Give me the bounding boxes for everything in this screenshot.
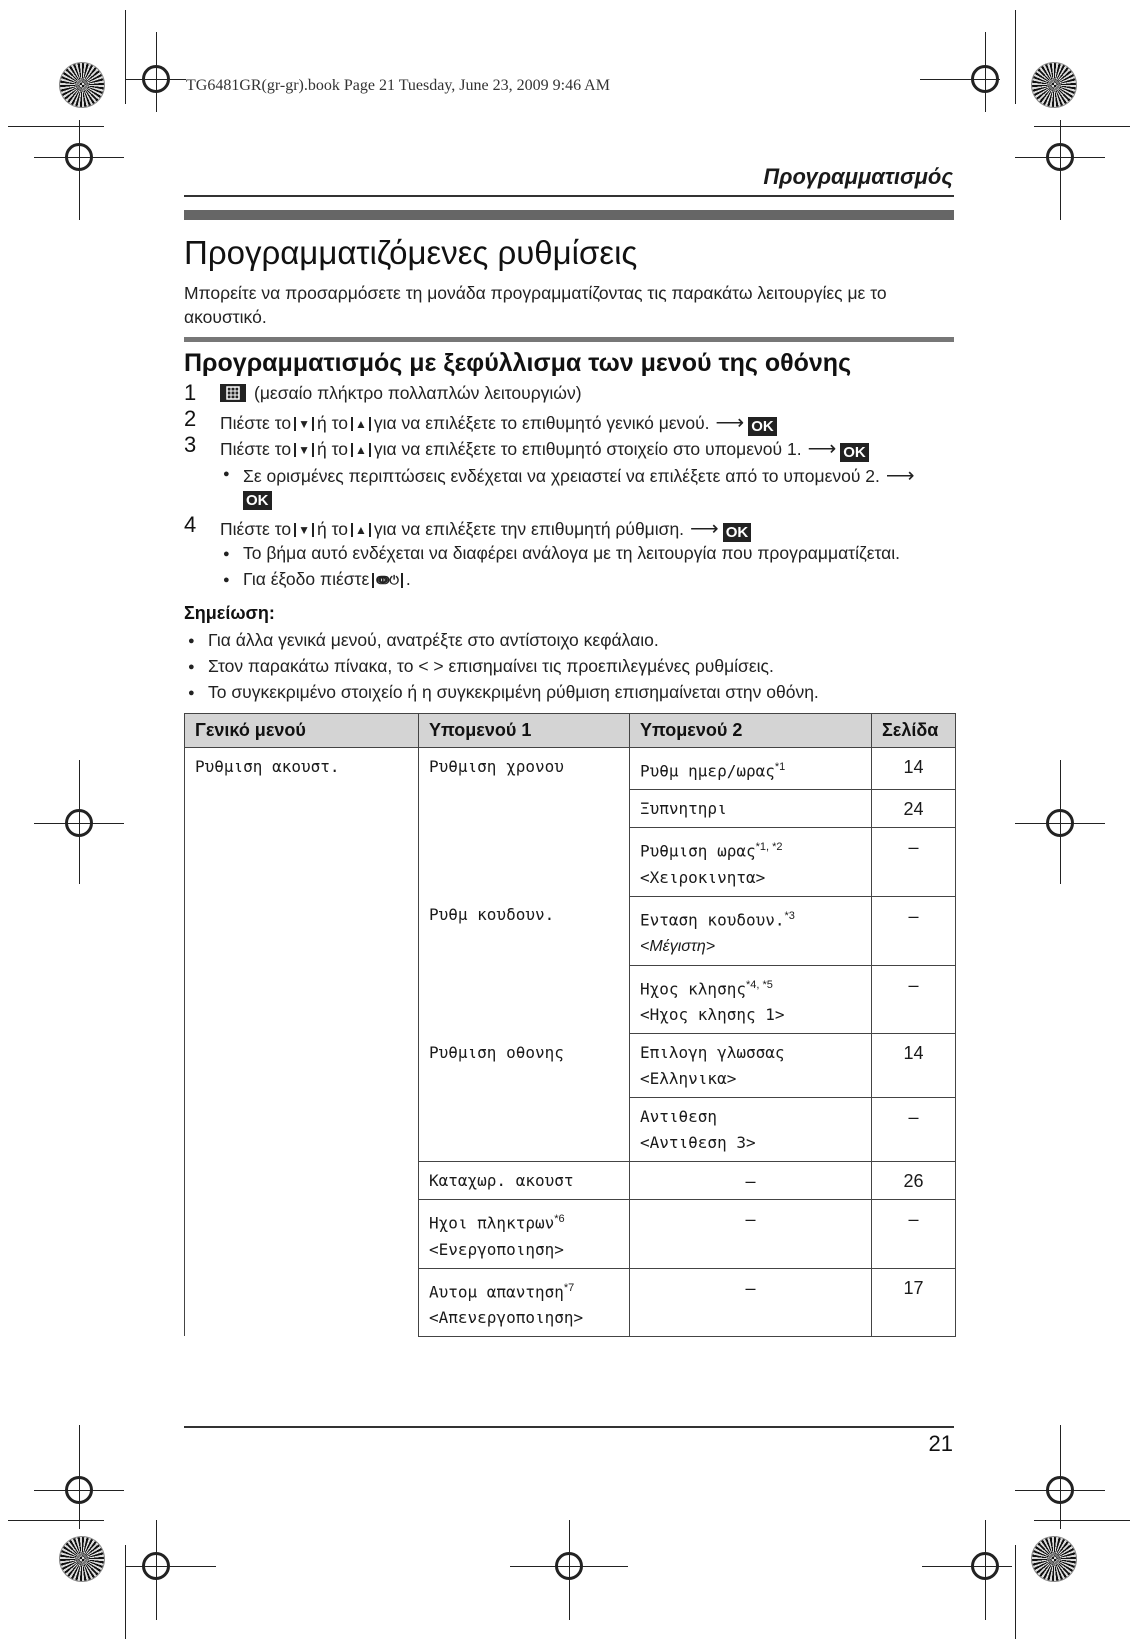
note-item: ● Στον παρακάτω πίνακα, το < > επισημαίνει τις προεπιλεγμένες ρυθμίσεις. (208, 656, 774, 677)
page-number: 21 (928, 1431, 953, 1456)
page-cell: 14 (872, 1034, 956, 1098)
page-cell: – (872, 965, 956, 1033)
print-header-stamp: TG6481GR(gr-gr).book Page 21 Tuesday, June 23, 2009 9:46 AM (186, 77, 610, 94)
header-divider (184, 195, 954, 197)
submenu1-cell: Ρυθμιση χρονου (419, 748, 630, 897)
table-header: Γενικό μενού (185, 714, 419, 748)
step-text: Πιέστε το ▼ ή το ▲ για να επιλέξετε το επιθυμητό γενικό μενού. ⟶ OK (220, 410, 777, 436)
submenu2-cell: Επιλογη γλωσσας <Ελληνικα> (630, 1034, 872, 1098)
ok-key-icon: OK (723, 523, 752, 542)
page-cell: – (872, 1098, 956, 1162)
submenu1-cell: Καταχωρ. ακουστ (419, 1162, 630, 1200)
submenu1-cell: Ρυθμ κουδουν. (419, 896, 630, 1034)
intro-paragraph: Μπορείτε να προσαρμόσετε τη μονάδα προγραμματίζοντας τις παρακάτω λειτουργίες με το ακουστικό. (184, 283, 887, 327)
step-number: 4 (184, 512, 197, 537)
arrow-right-icon: ⟶ (807, 438, 837, 460)
table-header-row (185, 714, 956, 748)
submenu1-cell: Ηχοι πληκτρων$^{*6}$ <Ενεργοποιηση> (419, 1200, 630, 1268)
off-key-icon: ↈ⏻ (372, 573, 403, 588)
submenu2-cell: Ηχος κλησης$^{*4, *5}$ <Ηχος κλησης 1> (630, 965, 872, 1033)
step-bullet: ● Το βήμα αυτό ενδέχεται να διαφέρει ανάλογα με τη λειτουργία που προγραμματίζεται. (243, 543, 900, 564)
submenu1-cell: Ρυθμιση οθονης (419, 1034, 630, 1162)
page-title: Προγραμματιζόμενες ρυθμίσεις (184, 234, 638, 271)
step-number: 3 (184, 432, 197, 457)
submenu2-cell: Ενταση κουδουν.$^{*3}$ <Μέγιστη> (630, 896, 872, 965)
up-key-icon: ▲ (351, 443, 371, 457)
note-heading: Σημείωση: (184, 603, 275, 623)
up-key-icon: ▲ (351, 523, 371, 537)
arrow-right-icon: ⟶ (885, 465, 915, 487)
ok-key-icon: OK (748, 417, 777, 436)
page-cell: 14 (872, 748, 956, 790)
step-bullet: ● Σε ορισμένες περιπτώσεις ενδέχεται να χρειαστεί να επιλέξετε από το υπομενού 2. ⟶ (243, 463, 919, 488)
step-bullet: ● Για έξοδο πιέστε ↈ⏻ . (243, 569, 411, 590)
table-header: Υπομενού 1 (419, 714, 630, 748)
down-key-icon: ▼ (294, 443, 314, 457)
table-row (185, 748, 956, 790)
up-key-icon: ▲ (351, 417, 371, 431)
down-key-icon: ▼ (294, 417, 314, 431)
color-rosette-icon (60, 1537, 104, 1581)
note-item: ● Για άλλα γενικά μενού, ανατρέξτε στο αντίστοιχο κεφάλαιο. (208, 630, 659, 651)
submenu2-cell: Αντιθεση <Αντιθεση 3> (630, 1098, 872, 1162)
page-cell: – (872, 1200, 956, 1268)
ok-key-icon: OK (840, 443, 869, 462)
page-cell: 24 (872, 790, 956, 828)
page-cell: 17 (872, 1268, 956, 1336)
submenu2-cell: – (630, 1268, 872, 1336)
footer-divider (184, 1426, 954, 1428)
submenu1-cell: Αυτομ απαντηση$^{*7}$ <Απενεργοποιηση> (419, 1268, 630, 1336)
section-label: Προγραμματισμός (763, 164, 953, 189)
page-cell: – (872, 828, 956, 896)
color-rosette-icon (60, 63, 104, 107)
table-header: Σελίδα (872, 714, 956, 748)
step-text: Πιέστε το ▼ ή το ▲ για να επιλέξετε την επιθυμητή ρύθμιση. ⟶ OK (220, 516, 751, 542)
note-item: ● Το συγκεκριμένο στοιχείο ή η συγκεκριμένη ρύθμιση επισημαίνεται στην οθόνη. (208, 682, 819, 703)
menu-key-icon (220, 384, 246, 402)
step-text: Πιέστε το ▼ ή το ▲ για να επιλέξετε το επιθυμητό στοιχείο στο υπομενού 1. ⟶ OK (220, 436, 869, 462)
title-bar-divider (184, 210, 954, 220)
arrow-right-icon: ⟶ (715, 412, 745, 434)
page-cell: 26 (872, 1162, 956, 1200)
page-cell: – (872, 896, 956, 965)
arrow-right-icon: ⟶ (690, 518, 719, 540)
menu-table (184, 713, 956, 1337)
down-key-icon: ▼ (294, 523, 314, 537)
subsection-title: Προγραμματισμός με ξεφύλλισμα των μενού της οθόνης (184, 349, 852, 377)
submenu2-cell: – (630, 1162, 872, 1200)
step-number: 1 (184, 380, 197, 405)
ok-key-icon: OK (243, 491, 272, 510)
submenu2-cell: – (630, 1200, 872, 1268)
submenu2-cell: Ρυθμ ημερ/ωρας$^{*1}$ (630, 748, 872, 790)
step-text: (μεσαίο πλήκτρο πολλαπλών λειτουργιών) (220, 383, 582, 404)
step-number: 2 (184, 406, 197, 431)
submenu2-cell: Ξυπνητηρι (630, 790, 872, 828)
color-rosette-icon (1032, 1537, 1076, 1581)
color-rosette-icon (1032, 63, 1076, 107)
table-header: Υπομενού 2 (630, 714, 872, 748)
main-menu-cell: Ρυθμιση ακουστ. (185, 748, 419, 1337)
submenu2-cell: Ρυθμιση ωρας$^{*1, *2}$ <Χειροκινητα> (630, 828, 872, 896)
subsection-divider (184, 337, 954, 342)
